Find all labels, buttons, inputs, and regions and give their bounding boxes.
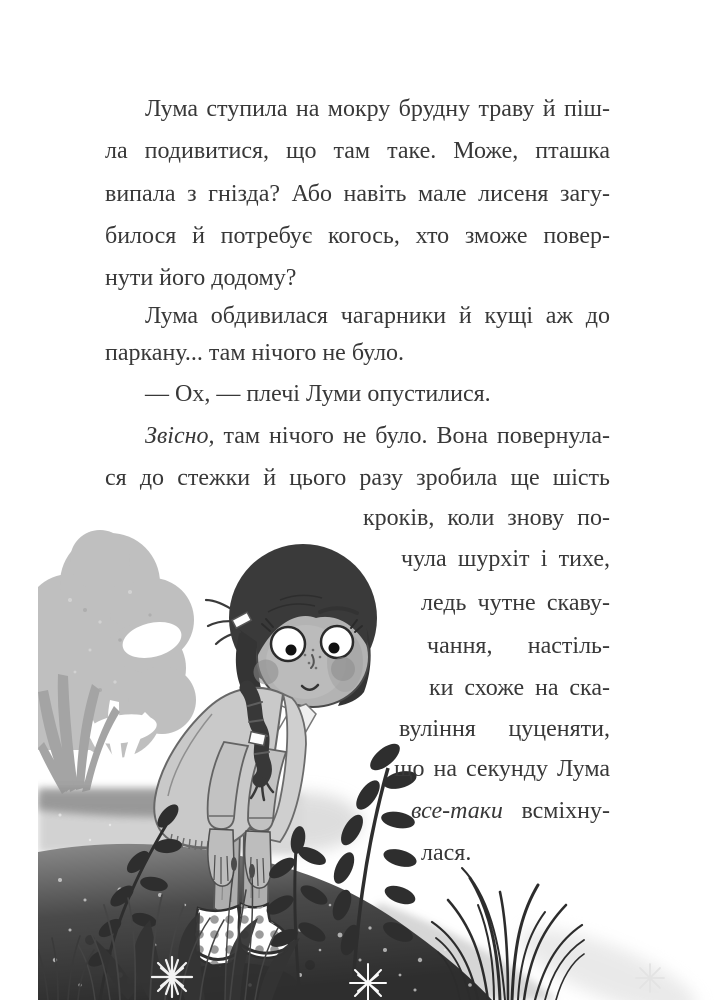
- text-line: [145, 382, 610, 408]
- text-line: [429, 676, 610, 702]
- text-line: [145, 97, 610, 123]
- text-segment: випала з гнізда? Або навіть мале лисеня загу-: [105, 181, 610, 207]
- text-segment: — Ох, — плечі Луми опустилися.: [145, 381, 491, 407]
- text-line: [105, 466, 610, 492]
- text-line: [105, 182, 610, 208]
- text-line: [411, 799, 610, 825]
- text-line: [421, 591, 610, 617]
- text-line: [401, 547, 610, 573]
- text-segment: ки схоже на ска-: [429, 675, 610, 701]
- text-line: [363, 506, 610, 532]
- text-segment: кроків, коли знову по-: [363, 505, 610, 531]
- text-segment-italic: все-таки: [411, 798, 503, 824]
- text-line: [421, 841, 610, 867]
- text-segment: ла подивитися, що там таке. Може, пташка: [105, 138, 610, 164]
- text-segment: билося й потребує когось, хто зможе повер-: [105, 223, 610, 249]
- text-segment-italic: Звісно,: [145, 423, 215, 449]
- text-line: [145, 304, 610, 330]
- text-line: [105, 139, 610, 165]
- text-line: [105, 224, 610, 250]
- text-line: [145, 424, 610, 450]
- text-segment: лася.: [421, 840, 472, 866]
- text-line: [427, 634, 610, 660]
- text-segment: що на секунду Лума: [394, 756, 610, 782]
- text-segment: нути його додому?: [105, 265, 297, 291]
- text-segment: чання, настіль-: [427, 633, 610, 659]
- text-segment: там нічого не було. Вона повернула-: [214, 423, 610, 449]
- text-segment: чула шурхіт і тихе,: [401, 546, 610, 572]
- text-segment: вуління цуценяти,: [399, 716, 610, 742]
- text-line: [399, 717, 610, 743]
- text-line: [105, 266, 610, 292]
- text-segment: всміхну-: [502, 798, 610, 824]
- text-segment: ся до стежки й цього разу зробила ще шість: [105, 465, 610, 491]
- text-segment: паркану... там нічого не було.: [105, 340, 405, 366]
- text-segment: ледь чутне скаву-: [421, 590, 610, 616]
- text-line: [394, 757, 610, 783]
- text-line: [105, 341, 610, 367]
- text-segment: Лума ступила на мокру брудну траву й піш-: [145, 96, 610, 122]
- text-segment: Лума обдивилася чагарники й кущі аж до: [145, 303, 610, 329]
